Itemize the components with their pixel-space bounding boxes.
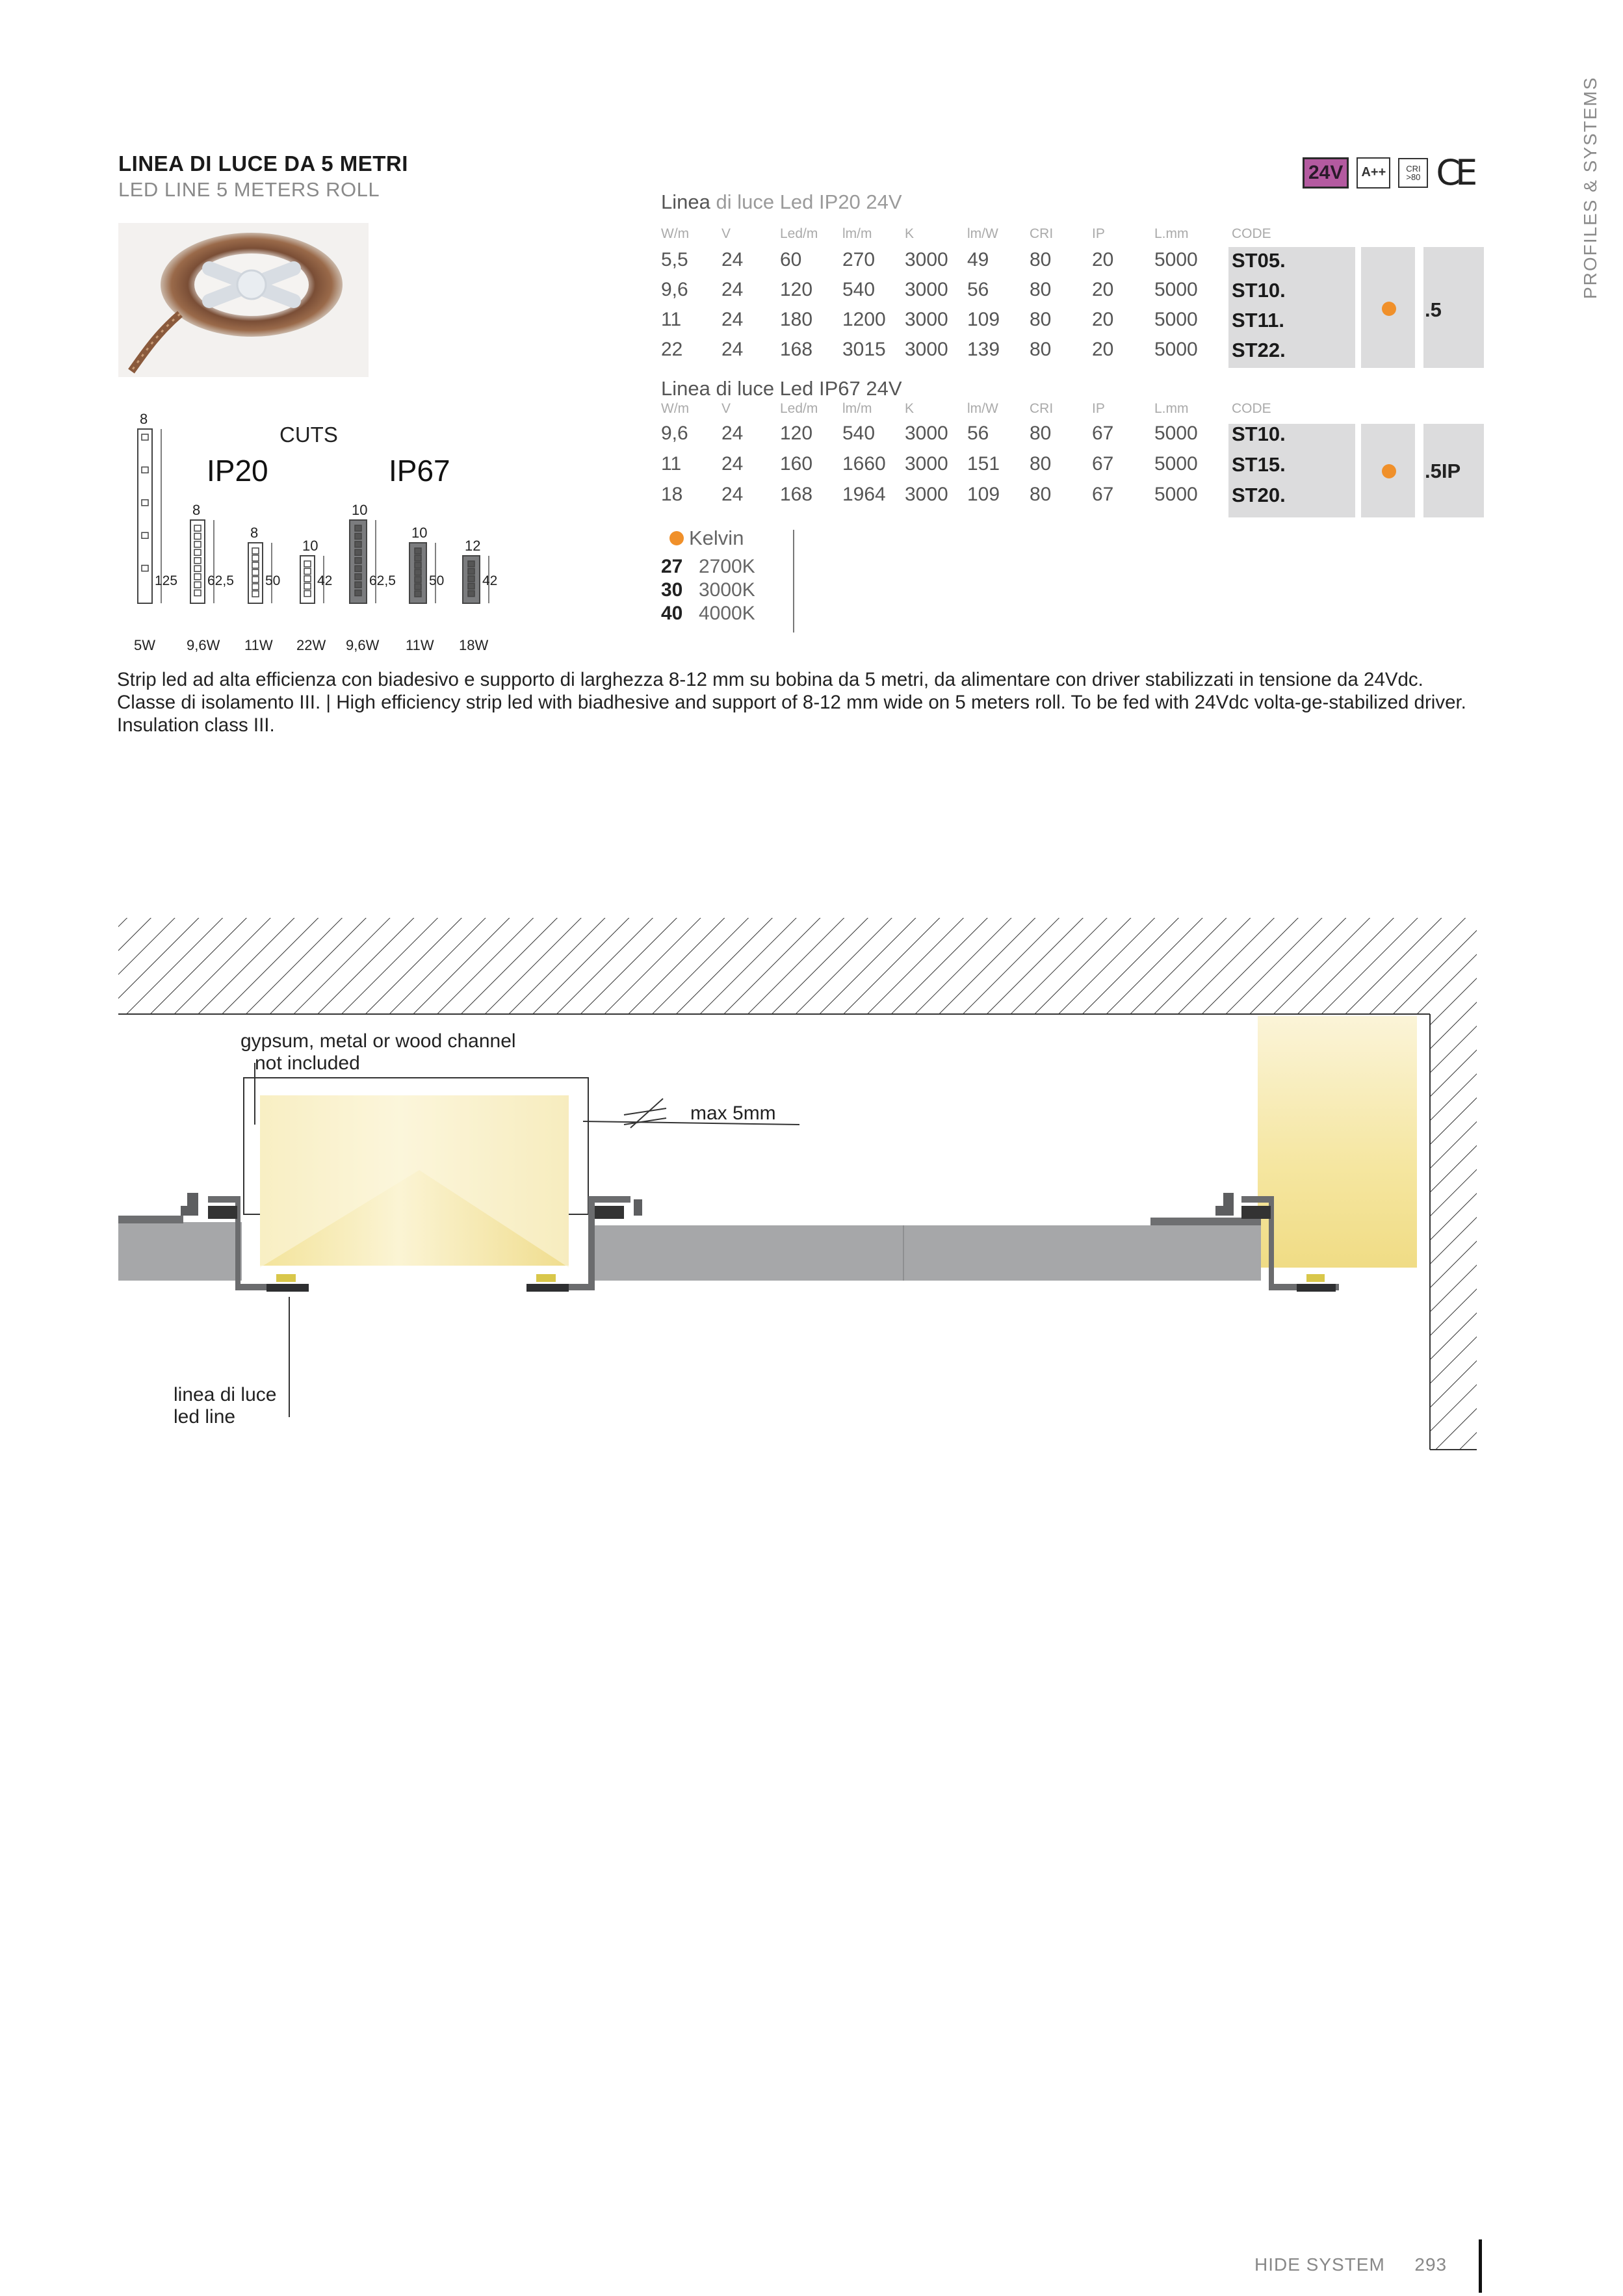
table-cell: 18 bbox=[661, 484, 683, 505]
table-cell: 60 bbox=[780, 249, 802, 270]
table-cell: 9,6 bbox=[661, 279, 688, 300]
table-cell: 80 bbox=[1030, 423, 1052, 444]
led-chip bbox=[468, 561, 474, 567]
product-description: Strip led ad alta efficienza con biadesivo e supporto di larghezza 8-12 mm su bobina da 5 metri, da alimentare con driver stabilizzati in tensione da 24Vdc. Classe di isolamento III. | High efficiency strip led with biadhesive and support of 8-12 mm wide on 5 meters roll. To be fed with 24Vdc volta-ge-stabilized driver. Insulation class III. bbox=[117, 669, 1466, 736]
table-cell: 3000 bbox=[905, 249, 948, 270]
led-chip bbox=[304, 591, 311, 597]
led-chip bbox=[355, 549, 361, 555]
table-cell: 67 bbox=[1092, 423, 1114, 444]
table-ip67-title: Linea di luce Led IP67 24V bbox=[661, 377, 902, 400]
product-code: ST11. bbox=[1232, 309, 1284, 332]
product-code: ST05. bbox=[1232, 249, 1286, 272]
table-cell: 540 bbox=[842, 423, 876, 444]
table-cell: 168 bbox=[780, 339, 813, 360]
table-cell: 5000 bbox=[1154, 484, 1198, 505]
led-chip bbox=[194, 533, 201, 539]
cut-strip bbox=[459, 538, 497, 653]
table-cell: 3000 bbox=[905, 423, 948, 444]
led-chip bbox=[415, 562, 421, 568]
cut-strip-watt: 22W bbox=[296, 637, 326, 653]
table-header-cell: L.mm bbox=[1154, 401, 1189, 416]
max-gap-label: max 5mm bbox=[690, 1102, 776, 1124]
led-chip bbox=[415, 591, 421, 597]
energy-class-badge: A++ bbox=[1357, 157, 1390, 189]
cut-strip-width: 12 bbox=[465, 538, 481, 554]
table-cell: 3000 bbox=[905, 484, 948, 505]
table-cell: 3000 bbox=[905, 339, 948, 360]
led-chip bbox=[194, 525, 201, 531]
table-cell: 180 bbox=[780, 309, 813, 330]
cut-strip-length: 50 bbox=[429, 573, 445, 588]
table-cell: 67 bbox=[1092, 453, 1114, 475]
kelvin-code: 40 bbox=[661, 603, 683, 624]
table-header-cell: lm/W bbox=[967, 226, 998, 241]
ip20-label: IP20 bbox=[207, 454, 268, 488]
led-chip bbox=[194, 541, 201, 547]
cut-strip-length: 42 bbox=[482, 573, 498, 588]
kelvin-code: 30 bbox=[661, 579, 683, 601]
product-code: ST10. bbox=[1232, 279, 1286, 302]
led-chip bbox=[142, 532, 148, 538]
led-chip bbox=[142, 500, 148, 506]
table-cell: 5000 bbox=[1154, 249, 1198, 270]
kelvin-option bbox=[661, 579, 755, 601]
table-cell: 5,5 bbox=[661, 249, 688, 270]
cut-strip-watt: 9,6W bbox=[346, 637, 380, 653]
led-chip bbox=[252, 562, 259, 568]
cut-strip-watt: 5W bbox=[134, 637, 155, 653]
table-cell: 11 bbox=[661, 453, 682, 475]
right-wall bbox=[1430, 1014, 1477, 1450]
installation-section-diagram bbox=[110, 910, 1488, 1469]
table-header-cell: Led/m bbox=[780, 401, 818, 416]
kelvin-label: Kelvin bbox=[689, 527, 744, 549]
table-cell: 3000 bbox=[905, 309, 948, 330]
led-chip bbox=[355, 590, 361, 596]
table-cell: 120 bbox=[780, 279, 813, 300]
table-header-cell: lm/m bbox=[842, 401, 872, 416]
product-code: ST22. bbox=[1232, 339, 1286, 361]
led-chip bbox=[194, 590, 201, 596]
led-line-label-line2: led line bbox=[174, 1406, 236, 1428]
product-code: ST15. bbox=[1232, 453, 1286, 476]
table-header-cell: L.mm bbox=[1154, 226, 1189, 241]
kelvin-value: 2700K bbox=[699, 556, 755, 577]
product-code: ST20. bbox=[1232, 484, 1286, 506]
kelvin-value: 3000K bbox=[699, 579, 755, 601]
led-chip bbox=[252, 591, 259, 597]
led-chip bbox=[194, 558, 201, 564]
table-cell: 1964 bbox=[842, 484, 886, 505]
led-chip bbox=[415, 555, 421, 561]
led-line-label-line1: linea di luce bbox=[174, 1384, 277, 1405]
cri-badge-bottom: >80 bbox=[1406, 172, 1421, 182]
led-chip bbox=[355, 533, 361, 539]
voltage-badge: 24V bbox=[1303, 157, 1349, 189]
table-cell: 24 bbox=[721, 484, 744, 505]
led-chip bbox=[252, 548, 259, 554]
table-header-cell: K bbox=[905, 226, 915, 241]
cut-strip-length: 62,5 bbox=[207, 573, 234, 588]
table-cell: 9,6 bbox=[661, 423, 688, 444]
cut-strip-watt: 11W bbox=[244, 637, 273, 653]
table-cell: 5000 bbox=[1154, 279, 1198, 300]
cut-strip bbox=[296, 538, 332, 653]
table-ip20-title-main: Linea bbox=[661, 190, 710, 213]
led-chip bbox=[355, 582, 361, 588]
page-subtitle: LED LINE 5 METERS ROLL bbox=[118, 178, 380, 201]
led-chip bbox=[468, 576, 474, 582]
led-chip bbox=[415, 584, 421, 590]
cri-badge bbox=[1398, 158, 1428, 188]
led-chip bbox=[468, 591, 474, 597]
kelvin-value: 4000K bbox=[699, 603, 755, 624]
cuts-diagram bbox=[123, 410, 526, 657]
led-chip bbox=[142, 467, 148, 473]
table-header-cell: K bbox=[905, 401, 915, 416]
table-cell: 20 bbox=[1092, 309, 1114, 330]
table-cell: 139 bbox=[967, 339, 1000, 360]
table-cell: 24 bbox=[721, 309, 744, 330]
led-chip bbox=[304, 561, 311, 567]
table-cell: 49 bbox=[967, 249, 989, 270]
table-cell: 22 bbox=[661, 339, 683, 360]
table-header-cell: W/m bbox=[661, 401, 690, 416]
table-header-cell: Led/m bbox=[780, 226, 818, 241]
table-cell: 56 bbox=[967, 279, 989, 300]
orange-dot-icon bbox=[1382, 302, 1396, 316]
cut-strip bbox=[187, 502, 234, 653]
table-cell: 160 bbox=[780, 453, 813, 475]
footer-section: HIDE SYSTEM bbox=[1254, 2254, 1385, 2275]
cri-badge-top: CRI bbox=[1406, 163, 1421, 174]
table-cell: 20 bbox=[1092, 279, 1114, 300]
table-ip20-title-light: di luce Led IP20 24V bbox=[710, 190, 902, 213]
table-cell: 120 bbox=[780, 423, 813, 444]
cut-strip-body bbox=[138, 429, 152, 603]
table-header-cell: V bbox=[721, 401, 731, 416]
table-header-cell: CODE bbox=[1232, 401, 1271, 416]
table-cell: 5000 bbox=[1154, 423, 1198, 444]
table-cell: 24 bbox=[721, 453, 744, 475]
table-cell: 80 bbox=[1030, 249, 1052, 270]
cut-strip bbox=[406, 525, 444, 653]
table-cell: 1200 bbox=[842, 309, 886, 330]
led-roll-illustration bbox=[118, 223, 369, 377]
table-cell: 80 bbox=[1030, 484, 1052, 505]
led-chip bbox=[415, 548, 421, 554]
table-header-cell: CODE bbox=[1232, 226, 1271, 241]
table-cell: 24 bbox=[721, 279, 744, 300]
kelvin-dot-icon bbox=[669, 531, 684, 545]
led-chip bbox=[415, 577, 421, 582]
table-cell: 11 bbox=[661, 309, 682, 330]
table-cell: 24 bbox=[721, 249, 744, 270]
table-cell: 67 bbox=[1092, 484, 1114, 505]
cut-strip-width: 8 bbox=[250, 525, 259, 541]
cut-strip-width: 10 bbox=[352, 502, 368, 518]
table-cell: 80 bbox=[1030, 279, 1052, 300]
page-title: LINEA DI LUCE DA 5 METRI bbox=[118, 151, 408, 176]
table-cell: 3000 bbox=[905, 453, 948, 475]
cuts-title: CUTS bbox=[279, 423, 338, 447]
table-cell: 80 bbox=[1030, 309, 1052, 330]
ceiling-board-left bbox=[118, 1222, 242, 1281]
certification-badges bbox=[1303, 152, 1472, 193]
led-chip bbox=[194, 549, 201, 555]
table-ip20-title bbox=[661, 190, 902, 214]
table-header-cell: IP bbox=[1092, 401, 1105, 416]
table-cell: 80 bbox=[1030, 453, 1052, 475]
led-chip bbox=[468, 583, 474, 589]
table-cell: 5000 bbox=[1154, 309, 1198, 330]
table-cell: 56 bbox=[967, 423, 989, 444]
led-chip bbox=[252, 577, 259, 582]
led-chip bbox=[252, 555, 259, 561]
led-roll-photo bbox=[118, 223, 369, 377]
cut-strip-watt: 11W bbox=[406, 637, 434, 653]
table-cell: 168 bbox=[780, 484, 813, 505]
ce-mark-icon: CE bbox=[1436, 152, 1473, 193]
ceiling-slab bbox=[118, 918, 1477, 1014]
table-cell: 20 bbox=[1092, 339, 1114, 360]
table-cell: 151 bbox=[967, 453, 1000, 475]
led-chip bbox=[355, 541, 361, 547]
table-cell: 109 bbox=[967, 309, 1000, 330]
side-section-label bbox=[1567, 76, 1606, 299]
cut-strip-length: 125 bbox=[155, 573, 178, 588]
led-chip bbox=[415, 569, 421, 575]
led-chip bbox=[142, 434, 148, 440]
led-chip bbox=[194, 582, 201, 588]
channel-label-line1: gypsum, metal or wood channel bbox=[240, 1030, 516, 1052]
table-cell: 5000 bbox=[1154, 453, 1198, 475]
table-ip67-suffix: .5IP bbox=[1425, 460, 1461, 482]
cut-strip bbox=[244, 525, 280, 653]
table-header-cell: CRI bbox=[1030, 226, 1054, 241]
led-chip bbox=[304, 568, 311, 574]
led-chip bbox=[304, 583, 311, 589]
kelvin-code: 27 bbox=[661, 556, 683, 577]
led-chip bbox=[194, 566, 201, 571]
table-cell: 3015 bbox=[842, 339, 886, 360]
table-header-cell: V bbox=[721, 226, 731, 241]
kelvin-option bbox=[661, 556, 755, 578]
table-header-cell: W/m bbox=[661, 226, 690, 241]
table-cell: 24 bbox=[721, 423, 744, 444]
table-ip20-suffix: .5 bbox=[1425, 298, 1442, 321]
led-chip bbox=[194, 574, 201, 580]
page-number: 293 bbox=[1414, 2254, 1448, 2275]
table-header-cell: CRI bbox=[1030, 401, 1054, 416]
kelvin-option bbox=[661, 603, 755, 625]
page-footer bbox=[1254, 2254, 1447, 2275]
table-header-cell: IP bbox=[1092, 226, 1105, 241]
table-cell: 540 bbox=[842, 279, 876, 300]
led-chip bbox=[468, 568, 474, 574]
led-chip bbox=[355, 566, 361, 571]
kelvin-divider bbox=[793, 530, 794, 633]
led-chip bbox=[252, 584, 259, 590]
orange-dot-icon bbox=[1382, 464, 1396, 478]
table-cell: 1660 bbox=[842, 453, 886, 475]
table-header-cell: lm/m bbox=[842, 226, 872, 241]
table-cell: 80 bbox=[1030, 339, 1052, 360]
product-code: ST10. bbox=[1232, 423, 1286, 445]
channel-label-line2: not included bbox=[255, 1052, 360, 1074]
led-chip bbox=[252, 569, 259, 575]
ceiling-board-main bbox=[588, 1225, 1261, 1281]
led-chip bbox=[355, 574, 361, 580]
light-glow-right bbox=[1258, 1016, 1417, 1268]
cut-strip-length: 62,5 bbox=[369, 573, 396, 588]
ip67-label: IP67 bbox=[389, 454, 450, 488]
led-chip bbox=[355, 525, 361, 531]
cut-strip bbox=[134, 411, 177, 653]
table-cell: 20 bbox=[1092, 249, 1114, 270]
cut-strip bbox=[346, 502, 396, 653]
cut-strip-watt: 9,6W bbox=[187, 637, 220, 653]
table-header-cell: lm/W bbox=[967, 401, 998, 416]
cut-strip-length: 50 bbox=[265, 573, 281, 588]
table-cell: 270 bbox=[842, 249, 876, 270]
cut-strip-length: 42 bbox=[317, 573, 333, 588]
cut-strip-width: 10 bbox=[411, 525, 428, 541]
table-cell: 3000 bbox=[905, 279, 948, 300]
led-chip bbox=[142, 566, 148, 571]
table-cell: 109 bbox=[967, 484, 1000, 505]
table-cell: 5000 bbox=[1154, 339, 1198, 360]
led-chip bbox=[304, 576, 311, 582]
table-cell: 24 bbox=[721, 339, 744, 360]
cut-strip-width: 8 bbox=[192, 502, 201, 518]
cut-strip-width: 10 bbox=[302, 538, 318, 554]
cut-strip-watt: 18W bbox=[459, 637, 489, 653]
cut-strip-width: 8 bbox=[140, 411, 148, 427]
led-chip bbox=[355, 558, 361, 564]
side-section-text: PROFILES & SYSTEMS bbox=[1580, 76, 1600, 299]
footer-bar bbox=[1479, 2239, 1482, 2293]
